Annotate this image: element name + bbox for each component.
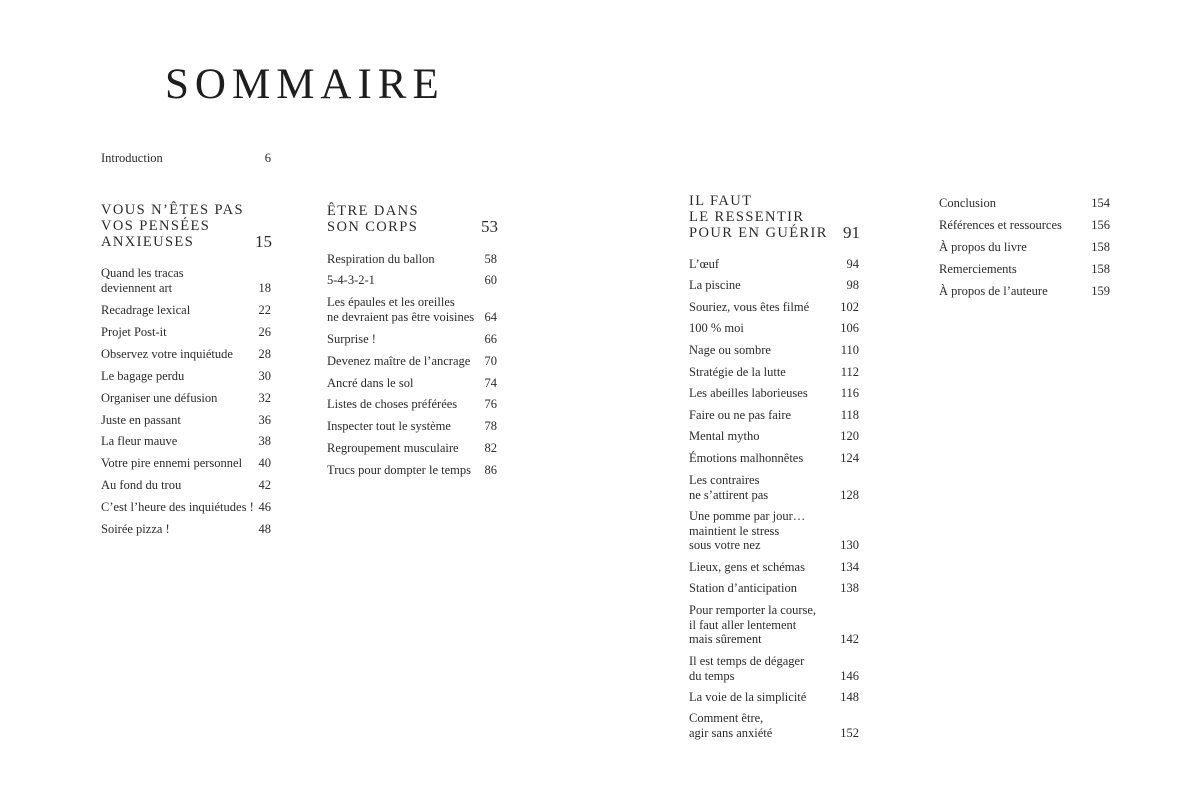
part-heading-page: 91: [843, 223, 860, 242]
toc-entry-page: 158: [1091, 240, 1110, 254]
toc-entry[interactable]: [327, 397, 497, 412]
toc-entry-page: 152: [840, 725, 859, 740]
toc-entry-title: Il est temps de dégager du temps: [689, 654, 805, 683]
toc-entry-title: Inspecter tout le système: [327, 419, 451, 433]
toc-entry[interactable]: [101, 413, 271, 428]
toc-entry[interactable]: [689, 300, 859, 315]
toc-entry-title: Les contraires ne s’attirent pas: [689, 473, 769, 502]
toc-entry-conclusion[interactable]: [939, 196, 1110, 211]
toc-entry-page: 28: [258, 347, 271, 361]
toc-entry-title: Les épaules et les oreilles ne devraient pas être voisines: [327, 295, 475, 324]
toc-entry[interactable]: [689, 560, 859, 575]
toc-entry-about-book[interactable]: [939, 240, 1110, 255]
toc-entry-title: Soirée pizza !: [101, 522, 170, 536]
toc-entry-title: La piscine: [689, 278, 741, 292]
toc-entry[interactable]: [689, 581, 859, 596]
toc-entry-page: 60: [484, 273, 497, 287]
toc-entry-page: 26: [258, 325, 271, 339]
toc-entry-page: 159: [1091, 284, 1110, 298]
toc-entry[interactable]: [101, 456, 271, 471]
toc-entry-page: 142: [840, 632, 859, 646]
toc-entry-page: 38: [258, 434, 271, 448]
toc-entry-page: 48: [258, 522, 271, 536]
toc-entry-page: 32: [258, 391, 271, 405]
toc-entry[interactable]: [327, 252, 497, 267]
toc-entry-title: Souriez, vous êtes filmé: [689, 300, 810, 314]
toc-entry-title: Organiser une défusion: [101, 391, 218, 405]
toc-entry-title: Votre pire ennemi personnel: [101, 456, 243, 470]
toc-entry-title: Stratégie de la lutte: [689, 365, 786, 379]
toc-entry[interactable]: [101, 500, 271, 515]
toc-entry-title: Recadrage lexical: [101, 303, 191, 317]
toc-entry-page: 156: [1091, 218, 1110, 232]
toc-entry-page: 94: [846, 257, 859, 271]
toc-entry-title: Devenez maître de l’ancrage: [327, 354, 471, 368]
toc-entry-title: Pour remporter la course, il faut aller lentement mais sûrement: [689, 603, 817, 646]
toc-entry-page: 82: [484, 441, 497, 455]
toc-entry[interactable]: [101, 347, 271, 362]
toc-entry[interactable]: [689, 711, 859, 740]
toc-entry[interactable]: [689, 408, 859, 423]
part-heading-title: ÊTRE DANS SON CORPS: [327, 203, 419, 235]
toc-entry-title: Trucs pour dompter le temps: [327, 463, 471, 477]
toc-entry-page: 124: [840, 451, 859, 465]
toc-entry[interactable]: [689, 509, 859, 553]
toc-entry[interactable]: [689, 343, 859, 358]
part-heading-1[interactable]: [101, 202, 272, 250]
toc-entry-title: L’œuf: [689, 257, 720, 271]
toc-entry[interactable]: [101, 434, 271, 449]
toc-entry-title: Regroupement musculaire: [327, 441, 459, 455]
toc-entry-page: 158: [1091, 262, 1110, 276]
toc-entry-about-author[interactable]: [939, 284, 1110, 299]
part-heading-title: VOUS N’ÊTES PAS VOS PENSÉES ANXIEUSES: [101, 202, 244, 250]
toc-entry[interactable]: [327, 463, 497, 478]
toc-entry-page: 22: [258, 303, 271, 317]
toc-entry-title: Juste en passant: [101, 413, 181, 427]
toc-entry-page: 42: [258, 478, 271, 492]
toc-entry-references[interactable]: [939, 218, 1110, 233]
toc-entry-page: 102: [840, 300, 859, 314]
toc-entry[interactable]: [689, 603, 859, 647]
toc-entry-title: À propos de l’auteure: [939, 284, 1048, 298]
toc-entry-page: 146: [840, 668, 859, 683]
toc-entry[interactable]: [327, 354, 497, 369]
toc-entry-title: Les abeilles laborieuses: [689, 386, 808, 400]
toc-entry-page: 70: [484, 354, 497, 368]
toc-entry-title: Ancré dans le sol: [327, 376, 414, 390]
toc-entry-title: Listes de choses préférées: [327, 397, 458, 411]
toc-entry-title: Une pomme par jour… maintient le stress sous votre nez: [689, 509, 806, 552]
toc-entry[interactable]: [327, 273, 497, 288]
toc-entry-page: 46: [258, 500, 271, 514]
toc-entry-title: À propos du livre: [939, 240, 1027, 254]
toc-entry[interactable]: [101, 478, 271, 493]
toc-entry-page: 78: [484, 419, 497, 433]
toc-entry-title: Au fond du trou: [101, 478, 182, 492]
toc-entry-title: Observez votre inquiétude: [101, 347, 233, 361]
toc-entry[interactable]: [689, 278, 859, 293]
toc-entry[interactable]: [101, 266, 271, 295]
toc-entry-page: 130: [840, 538, 859, 552]
part-heading-page: 53: [481, 217, 498, 236]
toc-entry-title: La fleur mauve: [101, 434, 178, 448]
toc-entry-title: Le bagage perdu: [101, 369, 185, 383]
toc-entry-introduction[interactable]: [101, 151, 271, 166]
toc-entry-title: 100 % moi: [689, 321, 744, 335]
toc-entry[interactable]: [689, 429, 859, 444]
toc-entry-title: Conclusion: [939, 196, 996, 210]
toc-entry-title: Lieux, gens et schémas: [689, 560, 805, 574]
toc-entry[interactable]: [327, 295, 497, 324]
toc-entry-title: La voie de la simplicité: [689, 690, 807, 704]
toc-entry-page: 36: [258, 413, 271, 427]
toc-entry[interactable]: [689, 690, 859, 705]
toc-entry[interactable]: [101, 391, 271, 406]
toc-entry[interactable]: [327, 419, 497, 434]
toc-entry-page: 138: [840, 581, 859, 595]
part-heading-page: 15: [255, 232, 272, 251]
toc-entry[interactable]: [689, 654, 859, 683]
toc-entry[interactable]: [327, 332, 497, 347]
toc-entry-title: Nage ou sombre: [689, 343, 771, 357]
toc-entry-page: 128: [840, 487, 859, 502]
toc-entry-title: Comment être, agir sans anxiété: [689, 711, 773, 740]
toc-entry-page: 148: [840, 690, 859, 704]
page-title: SOMMAIRE: [165, 61, 445, 108]
toc-entry-title: Quand les tracas deviennent art: [101, 266, 184, 295]
toc-entry-title: C’est l’heure des inquiétudes !: [101, 500, 254, 514]
toc-entry-page: 134: [840, 560, 859, 574]
part-heading-2[interactable]: [327, 203, 498, 235]
toc-entry[interactable]: [689, 473, 859, 502]
toc-entry-page: 74: [484, 376, 497, 390]
toc-entry-page: 86: [484, 463, 497, 477]
toc-entry[interactable]: [327, 441, 497, 456]
toc-entry-title: Remerciements: [939, 262, 1017, 276]
toc-entry-page: 76: [484, 397, 497, 411]
toc-entry-title: Station d’anticipation: [689, 581, 797, 595]
toc-entry[interactable]: [689, 321, 859, 336]
part-heading-title: IL FAUT LE RESSENTIR POUR EN GUÉRIR: [689, 193, 828, 241]
toc-entry[interactable]: [689, 365, 859, 380]
toc-entry-page: 58: [484, 252, 497, 266]
toc-entry[interactable]: [101, 369, 271, 384]
toc-entry-page: 30: [258, 369, 271, 383]
toc-entry-page: 116: [840, 386, 859, 400]
toc-entry[interactable]: [101, 303, 271, 318]
toc-entry-page: 118: [840, 408, 859, 422]
toc-entry-page: 120: [840, 429, 859, 443]
toc-entry-title: Émotions malhonnêtes: [689, 451, 804, 465]
toc-entry-title: Mental mytho: [689, 429, 760, 443]
toc-entry-page: 106: [840, 321, 859, 335]
toc-entry-page: 98: [846, 278, 859, 292]
toc-entry[interactable]: [689, 257, 859, 272]
toc-entry-title: Introduction: [101, 151, 163, 165]
toc-entry[interactable]: [101, 522, 271, 537]
toc-entry-title: Surprise !: [327, 332, 376, 346]
toc-entry[interactable]: [101, 325, 271, 340]
part-heading-3[interactable]: [689, 193, 860, 241]
toc-entry-page: 40: [258, 456, 271, 470]
toc-entry-title: Projet Post-it: [101, 325, 167, 339]
toc-entry-page: 66: [484, 332, 497, 346]
toc-entry-title: Faire ou ne pas faire: [689, 408, 792, 422]
toc-entry[interactable]: [327, 376, 497, 391]
toc-entry-title: 5-4-3-2-1: [327, 273, 375, 287]
toc-entry[interactable]: [689, 386, 859, 401]
toc-entry-title: Respiration du ballon: [327, 252, 435, 266]
toc-entry-page: 112: [840, 365, 859, 379]
toc-entry-title: Références et ressources: [939, 218, 1062, 232]
toc-entry-page: 18: [258, 280, 271, 295]
toc-entry[interactable]: [689, 451, 859, 466]
toc-entry-page: 64: [484, 309, 497, 324]
toc-entry-page: 110: [840, 343, 859, 357]
toc-entry-page: 154: [1091, 196, 1110, 210]
toc-entry-thanks[interactable]: [939, 262, 1110, 277]
toc-entry-page: 6: [264, 151, 271, 165]
